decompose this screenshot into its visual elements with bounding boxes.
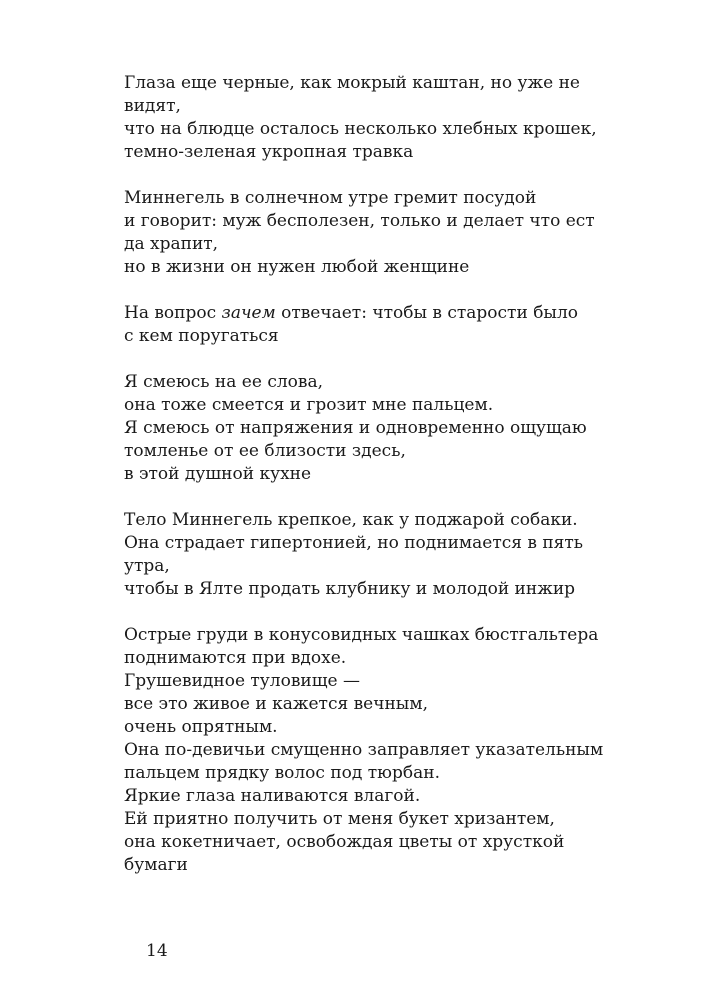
- stanza: [124, 302, 684, 348]
- poem-line: Глаза еще черные, как мокрый каштан, но уже не: [124, 73, 580, 93]
- poem-line: Миннегель в солнечном утре гремит посудой: [124, 188, 537, 208]
- poem-line: с кем поругаться: [124, 326, 279, 346]
- poem-line: утра,: [124, 556, 170, 576]
- poem-line: Яркие глаза наливаются влагой.: [124, 786, 421, 806]
- stanza: [124, 187, 684, 279]
- page-number: 14: [146, 941, 168, 961]
- poem-line: в этой душной кухне: [124, 464, 312, 484]
- poem-line: видят,: [124, 96, 181, 116]
- poem-line: Тело Миннегель крепкое, как у поджарой собаки.: [124, 510, 578, 530]
- poem-line: темно-зеленая укропная травка: [124, 142, 414, 162]
- poem-line: томленье от ее близости здесь,: [124, 441, 406, 461]
- stanza: [124, 624, 684, 877]
- poem-line: да храпит,: [124, 234, 219, 254]
- poem-body: [124, 72, 684, 900]
- poem-line: Я смеюсь от напряжения и одновременно ощущаю: [124, 418, 587, 438]
- poem-line: Грушевидное туловище —: [124, 671, 361, 691]
- stanza: [124, 371, 684, 486]
- poem-line: пальцем прядку волос под тюрбан.: [124, 763, 440, 783]
- poem-line: бумаги: [124, 855, 188, 875]
- poem-line: но в жизни он нужен любой женщине: [124, 257, 470, 277]
- poem-line: очень опрятным.: [124, 717, 278, 737]
- italic-word: зачем: [221, 303, 276, 323]
- poem-line: Она страдает гипертонией, но поднимается в пять: [124, 533, 584, 553]
- stanza: [124, 509, 684, 601]
- poem-line: Она по-девичьи смущенно заправляет указательным: [124, 740, 604, 760]
- stanza: [124, 72, 684, 164]
- poem-line: Ей приятно получить от меня букет хризантем,: [124, 809, 555, 829]
- poem-line-text: отвечает: чтобы в старости было: [275, 303, 578, 323]
- poem-line: что на блюдце осталось несколько хлебных крошек,: [124, 119, 597, 139]
- poem-line: она тоже смеется и грозит мне пальцем.: [124, 395, 494, 415]
- poem-line: [124, 302, 684, 325]
- poem-line: Острые груди в конусовидных чашках бюстгальтера: [124, 625, 599, 645]
- poem-line: поднимаются при вдохе.: [124, 648, 347, 668]
- poem-line-text: На вопрос: [124, 303, 222, 323]
- poem-line: Я смеюсь на ее слова,: [124, 372, 323, 392]
- poem-line: она кокетничает, освобождая цветы от хрусткой: [124, 832, 565, 852]
- poem-line: и говорит: муж бесполезен, только и делает что ест: [124, 211, 595, 231]
- poem-line: все это живое и кажется вечным,: [124, 694, 428, 714]
- poem-line: чтобы в Ялте продать клубнику и молодой инжир: [124, 579, 576, 599]
